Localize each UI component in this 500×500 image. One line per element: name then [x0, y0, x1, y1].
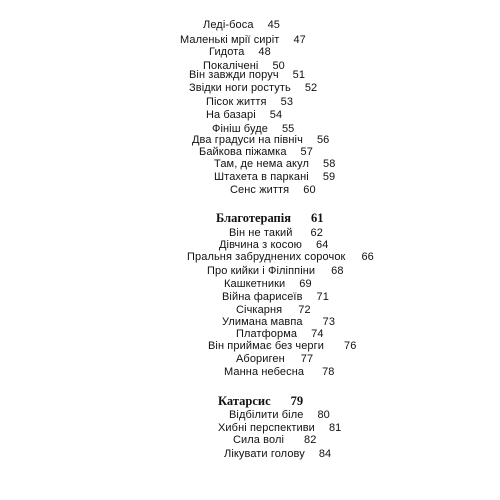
- toc-entry: [189, 69, 305, 81]
- toc-entry: [203, 19, 280, 31]
- toc-entry-page: 54: [269, 109, 283, 121]
- toc-entry: [207, 265, 344, 277]
- toc-entry: [218, 422, 341, 434]
- toc-entry-title: На базарі: [206, 109, 256, 121]
- toc-entry: [236, 328, 324, 340]
- section-page: 61: [310, 211, 324, 225]
- toc-entry: [236, 304, 311, 316]
- toc-entry-page: 57: [300, 146, 313, 158]
- toc-entry: [208, 340, 356, 352]
- toc-entry-page: 45: [267, 19, 280, 31]
- toc-entry-title: Звідки ноги ростуть: [189, 82, 291, 94]
- toc-entry-page: 69: [299, 278, 312, 290]
- toc-entry-page: 76: [344, 340, 357, 352]
- toc-entry-page: 53: [280, 96, 294, 108]
- toc-entry-title: Лікувати голову: [224, 448, 305, 460]
- toc-entry-title: Два градуси на північ: [192, 134, 303, 146]
- toc-entry: [224, 278, 312, 290]
- toc-entry-page: 66: [361, 251, 374, 263]
- toc-entry-page: 62: [310, 227, 323, 239]
- toc-entry-title: Сенс життя: [230, 184, 290, 196]
- toc-entry-page: 47: [293, 34, 306, 46]
- toc-entry-title: Сила волі: [233, 434, 285, 446]
- toc-entry-page: 73: [322, 316, 336, 328]
- toc-entry-title: Відбілити біле: [229, 409, 304, 421]
- toc-entry-page: 78: [322, 366, 335, 378]
- toc-entry-title: Маленькі мрії сиріт: [180, 34, 280, 46]
- toc-entry-page: 58: [322, 158, 336, 170]
- toc-entry-title: Улимана мавпа: [222, 316, 303, 328]
- toc-entry-title: Манна небесна: [224, 366, 305, 378]
- toc-entry-title: Гидота: [209, 46, 245, 58]
- toc-entry-page: 59: [322, 171, 336, 183]
- toc-entry-page: 60: [303, 184, 316, 196]
- toc-entry: [206, 109, 282, 121]
- toc-entry-title: Леді-боса: [203, 19, 254, 31]
- section-title: Благотерапія: [216, 211, 291, 225]
- toc-entry-title: Пісок життя: [206, 96, 267, 108]
- toc-entry: [236, 353, 313, 365]
- toc-entry-page: 68: [331, 265, 344, 277]
- toc-entry-page: 81: [328, 422, 342, 434]
- toc-entry-title: Пральня забруднених сорочок: [187, 251, 346, 263]
- toc-entry: [219, 239, 328, 251]
- toc-entry-page: 55: [281, 123, 295, 135]
- toc-entry-title: Він не такий: [229, 227, 293, 239]
- toc-entry-title: Покалічені: [203, 60, 259, 72]
- toc-entry-page: 71: [316, 291, 329, 303]
- toc-entry-page: 56: [316, 134, 330, 146]
- toc-entry: [214, 158, 335, 170]
- toc-entry: [206, 96, 293, 108]
- toc-entry-page: 80: [317, 409, 330, 421]
- section-heading: [216, 211, 323, 225]
- toc-entry-page: 50: [272, 60, 285, 72]
- section-page: 79: [290, 394, 304, 408]
- toc-entry-page: 52: [304, 82, 318, 94]
- toc-entry-page: 84: [318, 448, 332, 460]
- toc-entry-title: Кашкетники: [224, 278, 286, 290]
- toc-entry: [180, 34, 306, 46]
- toc-entry: [209, 46, 271, 58]
- toc-entry-title: Війна фарисеїв: [222, 291, 303, 303]
- toc-entry-title: Він приймає без черги: [208, 340, 324, 352]
- toc-entry: [189, 82, 317, 94]
- toc-entry-title: Платформа: [236, 328, 298, 340]
- toc-entry-title: Про кийки і Філіппіни: [207, 265, 316, 277]
- toc-entry-title: Січкарня: [236, 304, 283, 316]
- toc-entry-title: Фініш буде: [212, 123, 268, 135]
- toc-entry-page: 51: [292, 69, 306, 81]
- toc-entry-title: Абориген: [236, 353, 285, 365]
- toc-entry-page: 48: [258, 46, 271, 58]
- toc-entry: [222, 291, 329, 303]
- toc-entry-page: 77: [300, 353, 314, 365]
- toc-entry: [229, 227, 323, 239]
- toc-entry-page: 64: [316, 239, 329, 251]
- toc-entry: [233, 434, 316, 446]
- toc-entry-page: 72: [298, 304, 311, 316]
- toc-entry-title: Хибні перспективи: [218, 422, 315, 434]
- toc-entry-title: Штахета в паркані: [214, 171, 309, 183]
- toc-entry: [230, 184, 316, 196]
- toc-entry-title: Байкова піжамка: [199, 146, 287, 158]
- toc-entry-page: 74: [311, 328, 324, 340]
- toc-entry: [224, 448, 331, 460]
- toc-entry: [214, 171, 335, 183]
- toc-entry: [222, 316, 335, 328]
- toc-entry: [199, 146, 313, 158]
- toc-entry: [229, 409, 330, 421]
- toc-entry: [224, 366, 335, 378]
- toc-entry-title: Там, де нема акул: [214, 158, 309, 170]
- toc-entry-title: Дівчина з косою: [219, 239, 303, 251]
- toc-entry-title: Він завжди поруч: [189, 69, 279, 81]
- toc-entry: [187, 251, 374, 263]
- section-title: Катарсис: [218, 394, 271, 408]
- toc-entry-page: 82: [304, 434, 317, 446]
- toc-entry: [192, 134, 329, 146]
- section-heading: [218, 394, 303, 408]
